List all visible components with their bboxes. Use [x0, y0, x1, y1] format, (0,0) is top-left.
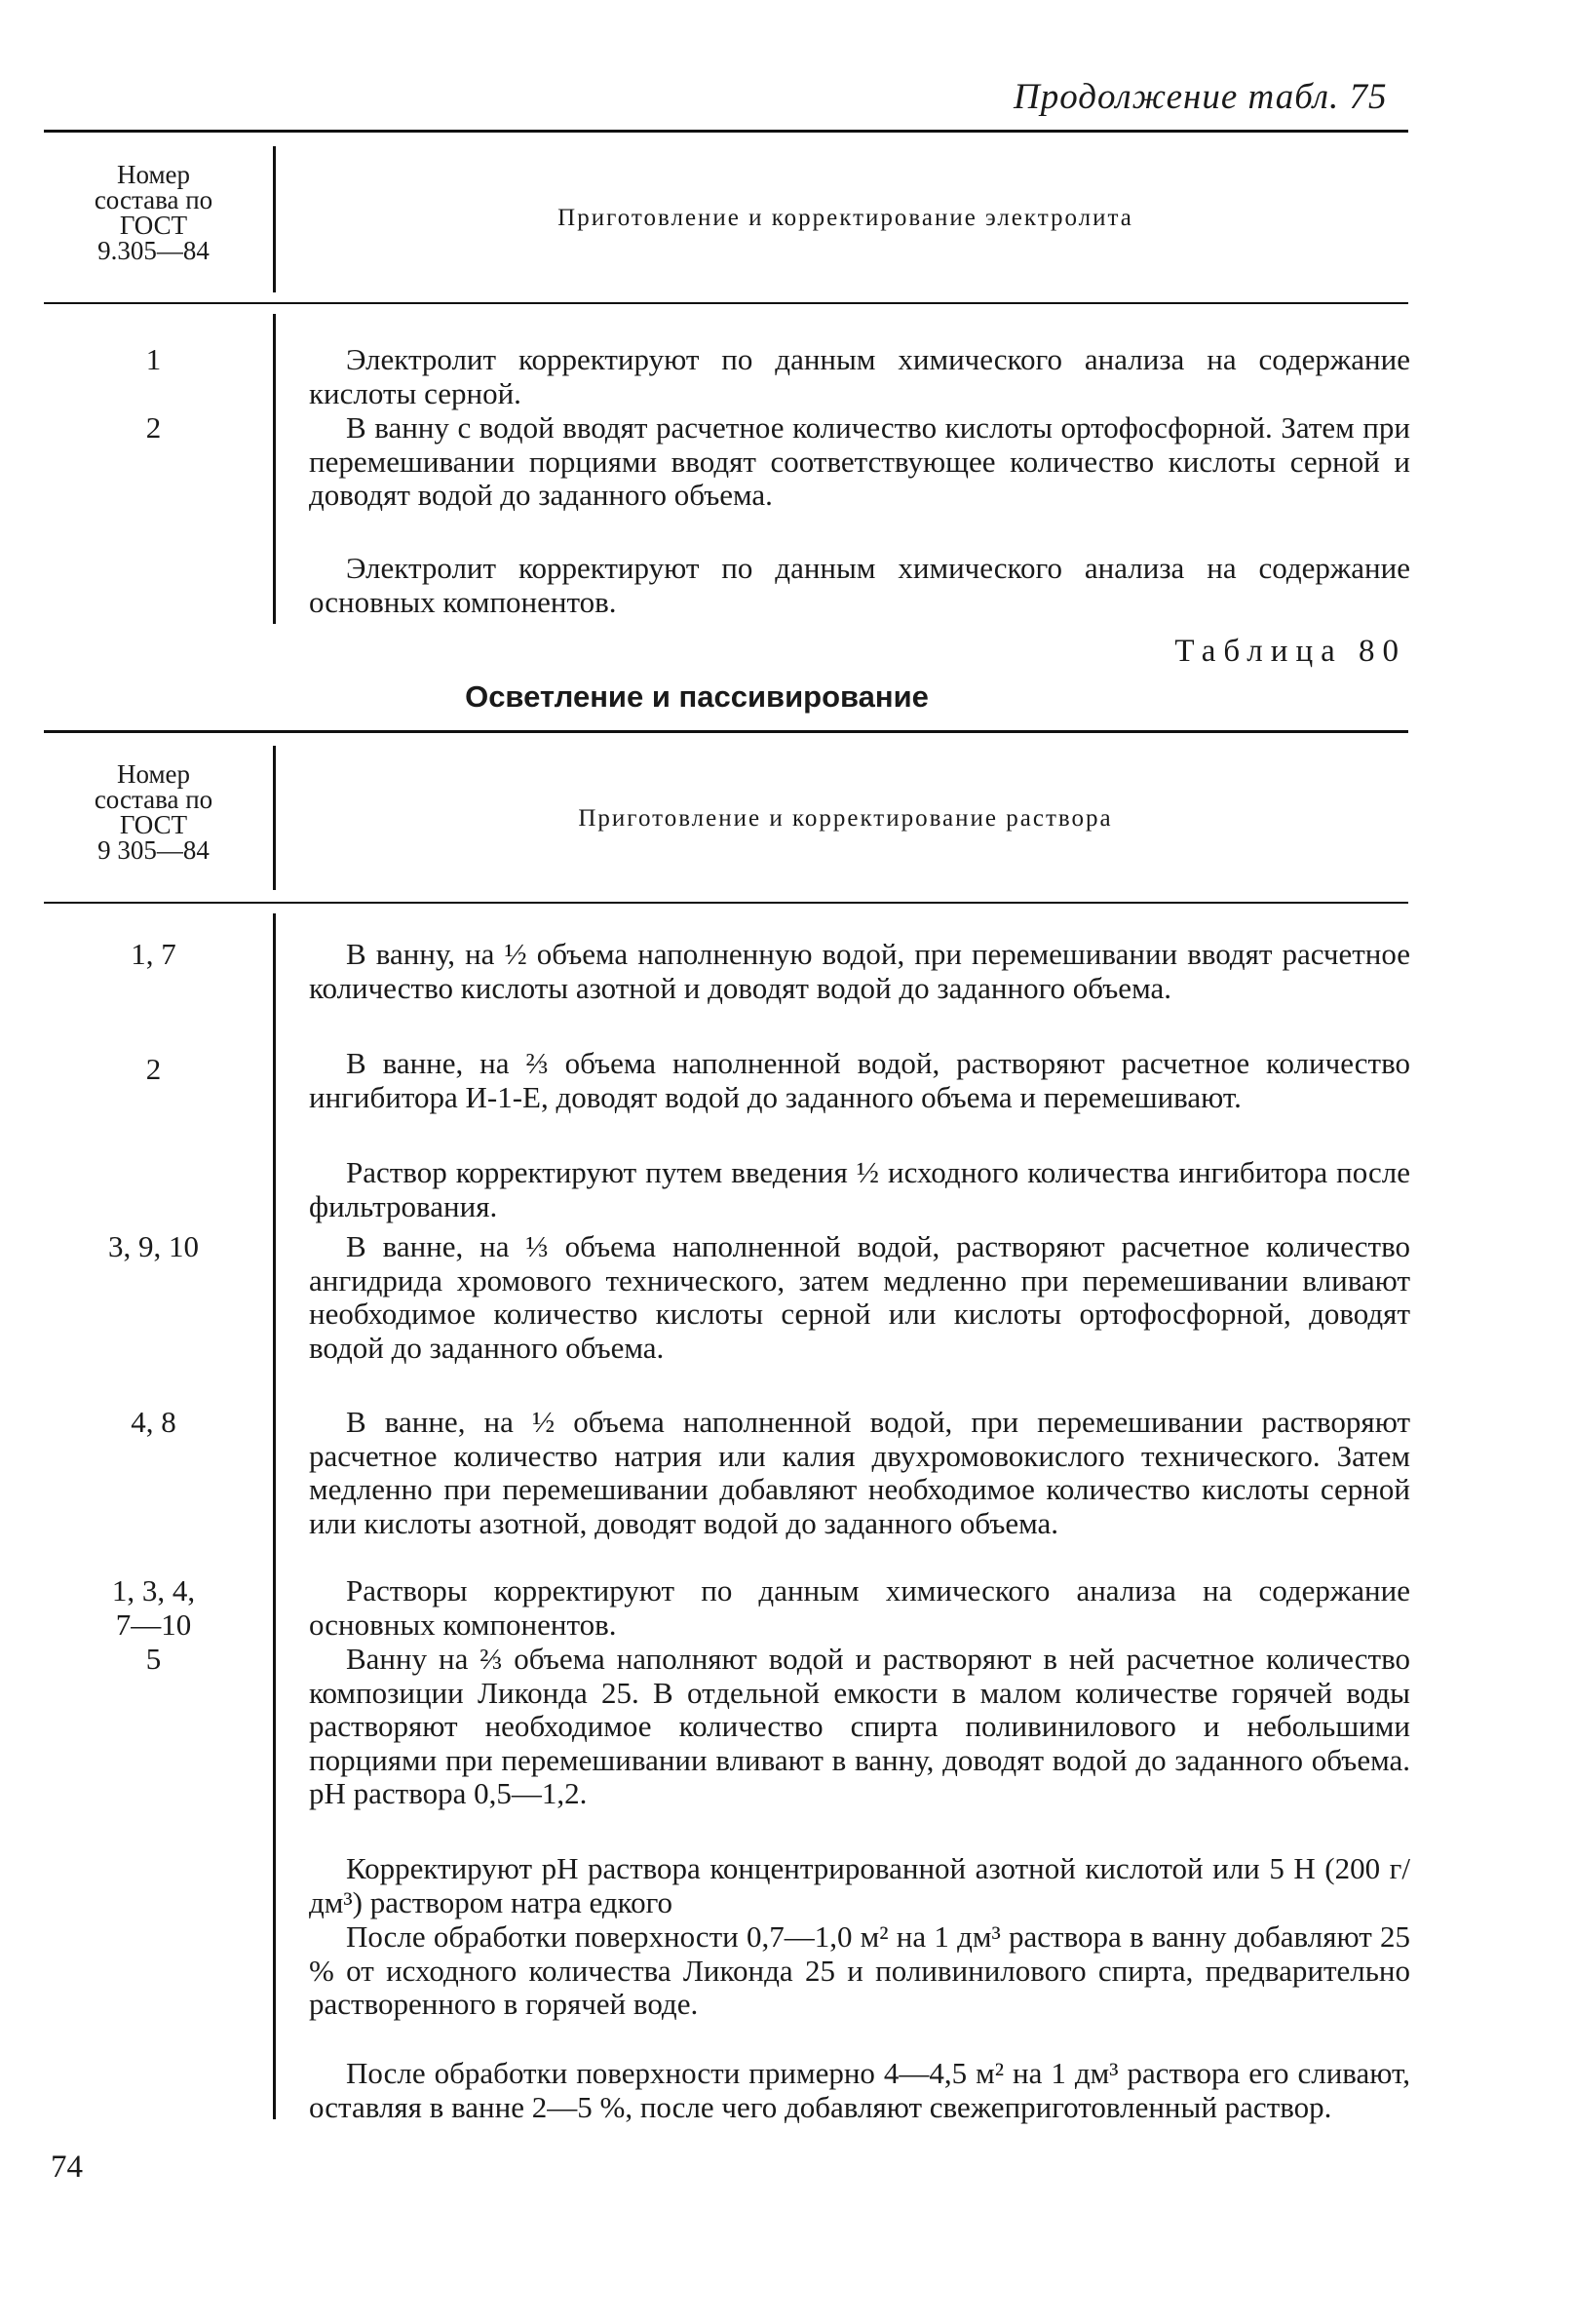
- table80-paragraph: Ванну на ⅔ объема наполняют водой и растворяют в ней расчетное количество композиции Ликонда 25. В отдельной емкости в малом количестве горячей воды растворяют необходимое количество спирта поливинилового и небольшими порциями при перемешивании вливают в ванну, доводят водой до заданного объема. рН раствора 0,5—1,2.: [309, 1642, 1410, 1810]
- row-number: 7—10: [115, 1607, 192, 1642]
- row-number: 4, 8: [131, 1405, 176, 1439]
- row-number: 3, 9, 10: [108, 1229, 199, 1263]
- table75-header-rule: [44, 302, 1408, 304]
- table80-header-rule: [44, 902, 1408, 904]
- row-number: 1, 3, 4,: [111, 1573, 196, 1607]
- header-left-line: Номер: [116, 759, 191, 789]
- row-number: 2: [145, 1052, 162, 1086]
- table80-paragraph: Растворы корректируют по данным химического анализа на содержание основных компонентов.: [309, 1573, 1410, 1642]
- row-number: 5: [145, 1642, 162, 1676]
- table80-paragraph: Раствор корректируют путем введения ½ исходного количества ингибитора после фильтрования.: [309, 1155, 1410, 1223]
- table80-paragraph: В ванне, на ⅔ объема наполненной водой, растворяют расчетное количество ингибитора И-1-Е, доводят водой до заданного объема и перемешивают.: [309, 1046, 1410, 1114]
- table80-paragraph: В ванне, на ½ объема наполненной водой, при перемешивании растворяют расчетное количество натрия или калия двухромовокислого технического. Затем медленно при перемешивании добавляют необходимое количество кислоты серной или кислоты азотной, доводят водой до заданного объема.: [309, 1405, 1410, 1540]
- table75-paragraph: Электролит корректируют по данным химического анализа на содержание кислоты серной.: [309, 342, 1410, 410]
- header-left-line: состава по: [94, 785, 213, 814]
- header-left-line: состава по: [94, 185, 213, 214]
- header-left-line: 9 305—84: [97, 835, 210, 865]
- table-label: Таблица 80: [1174, 634, 1406, 669]
- table80-body-divider: [273, 913, 276, 2119]
- table75-body-divider: [273, 314, 276, 624]
- page-number: 74: [51, 2150, 83, 2185]
- table80-paragraph: В ванну, на ½ объема наполненную водой, при перемешивании вводят расчетное количество кислоты азотной и доводят водой до заданного объема.: [309, 937, 1410, 1005]
- table80-paragraph: В ванне, на ⅓ объема наполненной водой, растворяют расчетное количество ангидрида хромового технического, затем медленно при перемешивании вливают необходимое количество кислоты серной или кислоты ортофосфорной, доводят водой до заданного объема.: [309, 1229, 1410, 1365]
- header-left-line: ГОСТ: [119, 211, 188, 240]
- table80-header-left: [44, 761, 263, 863]
- table75-header-left: [44, 162, 263, 263]
- header-left-line: ГОСТ: [119, 810, 188, 839]
- header-left-line: Номер: [116, 160, 191, 189]
- table-title: Осветление и пассивирование: [465, 679, 929, 714]
- table75-paragraph: В ванну с водой вводят расчетное количество кислоты ортофосфорной. Затем при перемешивании порциями вводят соответствующее количество кислоты серной и доводят водой до заданного объема.: [309, 410, 1410, 512]
- row-number: 2: [145, 410, 162, 445]
- table80-paragraph: После обработки поверхности примерно 4—4,5 м² на 1 дм³ раствора его сливают, оставляя в ванне 2—5 %, после чего добавляют свежеприготовленный раствор.: [309, 2056, 1410, 2124]
- table75-header-divider: [273, 146, 276, 292]
- row-number: 1: [145, 342, 162, 376]
- table75-header-right: Приготовление и корректирование электролита: [557, 205, 1133, 231]
- continuation-title: Продолжение табл. 75: [1014, 77, 1388, 117]
- table80-paragraph: После обработки поверхности 0,7—1,0 м² на 1 дм³ раствора в ванну добавляют 25 % от исходного количества Ликонда 25 и поливинилового спирта, предварительно растворенного в горячей воде.: [309, 1919, 1410, 2021]
- row-number: 1, 7: [131, 937, 176, 971]
- table75-top-rule: [44, 130, 1408, 133]
- table80-header-divider: [273, 746, 276, 890]
- table80-paragraph: Корректируют рН раствора концентрированной азотной кислотой или 5 Н (200 г/дм³) раствором натра едкого: [309, 1851, 1410, 1919]
- table75-paragraph: Электролит корректируют по данным химического анализа на содержание основных компонентов.: [309, 551, 1410, 619]
- table80-top-rule: [44, 730, 1408, 733]
- table80-header-right: Приготовление и корректирование раствора: [578, 805, 1113, 832]
- header-left-line: 9.305—84: [97, 236, 210, 265]
